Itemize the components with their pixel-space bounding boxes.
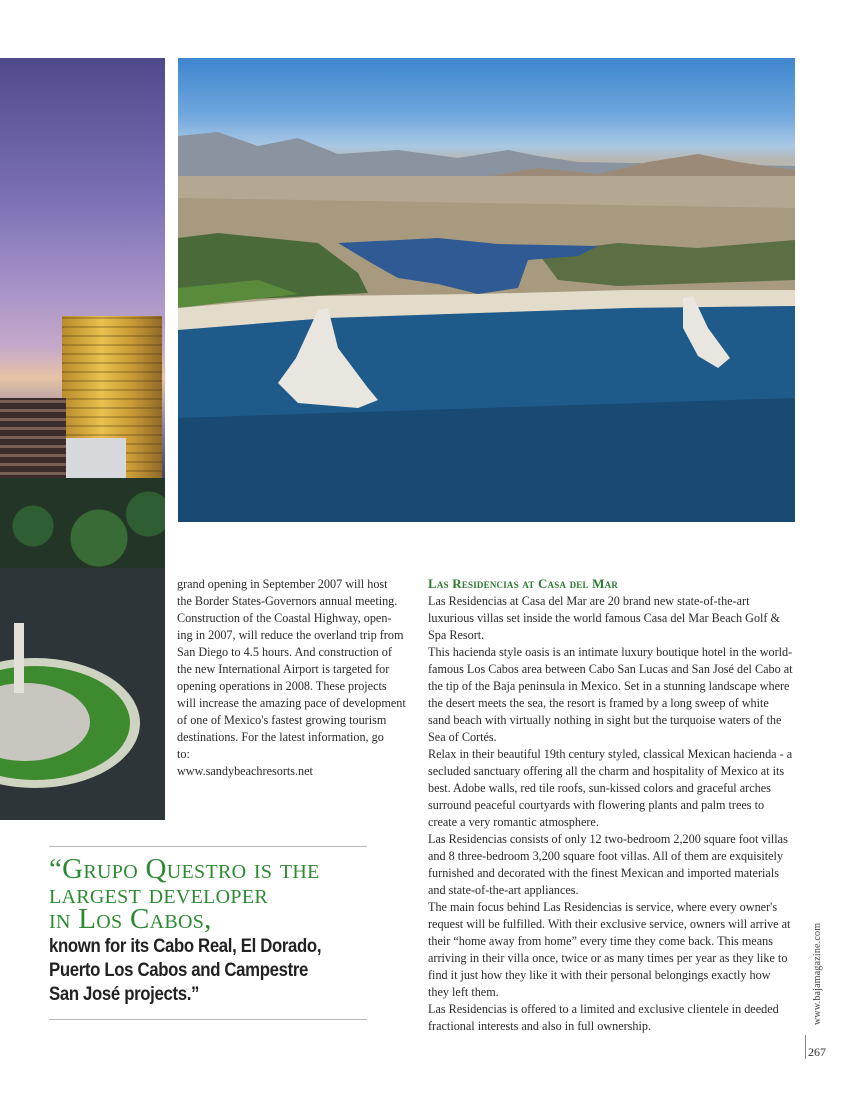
pull-quote-body: known for its Cabo Real, El Dorado, Puerto Los Cabos and Campestre San José projects.” [49, 935, 322, 1005]
body-paragraph: Las Residencias at Casa del Mar are 20 brand new state-of-the-art luxurious villas set inside the world famous Casa del Mar Beach Golf & Spa Resort. [428, 594, 781, 642]
body-paragraph: This hacienda style oasis is an intimate luxury boutique hotel in the world-famous Los Cabos area between Cabo San Lucas and San José del Cabo at the tip of the Baja peninsula in Mexico. Set in a stunning landscape where the desert meets the sea, the resort is framed by a long sweep of white sand beach with virtually nothing in sight but the turquoise waters of the Sea of Cortés. [428, 645, 793, 744]
magazine-website: www.bajamagazine.com [812, 922, 823, 1025]
pull-quote-lead: “Grupo Questro is the largest developer in Los Cabos, [49, 853, 320, 935]
aerial-marina-illustration [178, 58, 795, 522]
pull-quote [49, 846, 367, 1020]
page-number: 267 [808, 1045, 826, 1059]
right-text-column [428, 576, 794, 1035]
left-text-column [177, 576, 417, 780]
left-paragraph: grand opening in September 2007 will host the Border States-Governors annual meeting. Construction of the Coastal Highway, open- ing in 2007, will reduce the overland trip from San Diego to 4.5 hours. And construction of the new International Airport is targeted for opening operations in 2008. These projects will increase the amazing pace of development of one of Mexico's fastest growing tourism destinations. For the latest information, go to: [177, 577, 406, 761]
body-paragraph: The main focus behind Las Residencias is service, where every owner's request will be fulfilled. With their exclusive service, owners will arrive at their “home away from home” every time they come back. This means arriving in their villa once, twice or as many times per year as they like to find it just how they like it with their personal belongings exactly how they left them. [428, 900, 791, 999]
body-paragraph: Relax in their beautiful 19th century styled, classical Mexican hacienda - a secluded sanctuary offering all the charm and hospitality of Mexico at its best. Adobe walls, red tile roofs, sun-kissed colors and graceful arches surround peaceful courtyards with flowering plants and palm trees to create a very romantic atmosphere. [428, 747, 793, 829]
body-paragraph: Las Residencias consists of only 12 two-bedroom 2,200 square foot villas and 8 three-bedroom 3,200 square foot villas. All of them are exquisitely furnished and decorated with the finest Mexican and imported materials and state-of-the-art appliances. [428, 832, 788, 897]
section-heading: Las Residencias at Casa del Mar [428, 576, 619, 591]
folio-divider [805, 1035, 806, 1059]
aerial-marina-photo [178, 58, 795, 522]
body-paragraph: Las Residencias is offered to a limited and exclusive clientele in deeded fractional interests and also in full ownership. [428, 1002, 779, 1033]
building [66, 438, 126, 483]
monument [14, 623, 24, 693]
city-skyline-photo [0, 58, 165, 820]
website-link-text: www.sandybeachresorts.net [177, 764, 313, 778]
